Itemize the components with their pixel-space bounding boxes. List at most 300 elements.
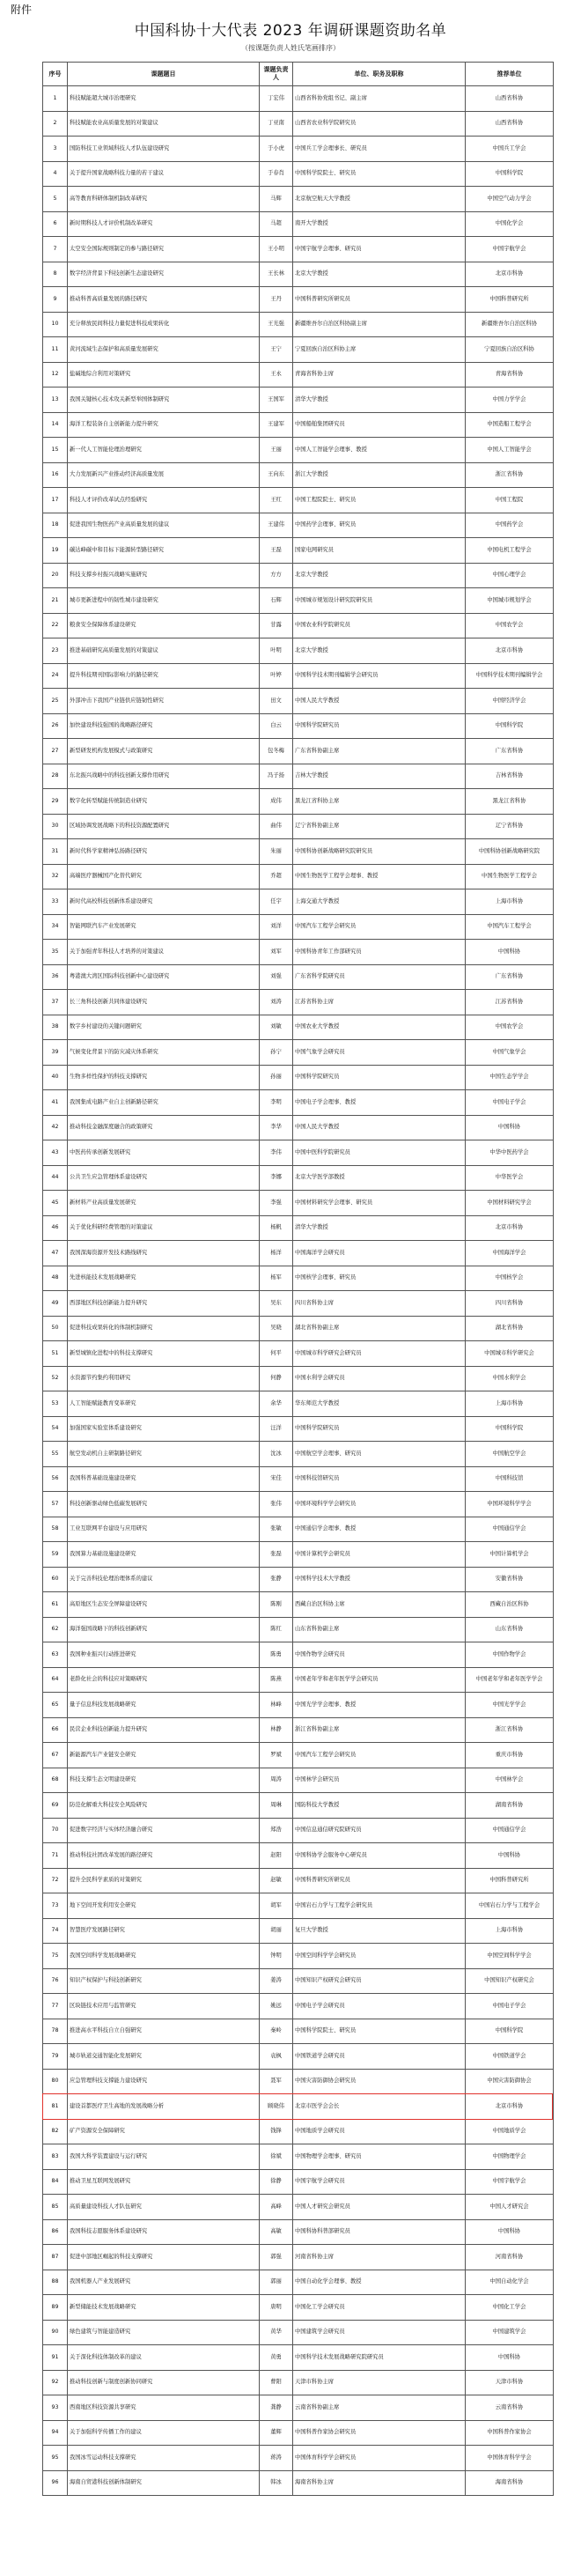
table-row — [43, 2069, 554, 2094]
cell-index: 85 — [43, 2195, 68, 2220]
cell-index: 22 — [43, 613, 68, 638]
cell-topic: 数字乡村建设的关键问题研究 — [68, 1015, 260, 1040]
cell-topic: 我国空间科学发展战略研究 — [68, 1944, 260, 1969]
cell-recommender: 中国体育科学学会 — [466, 2446, 554, 2471]
cell-leader: 王建军 — [260, 412, 293, 438]
cell-affiliation: 中国空间科学学会研究员 — [293, 1944, 466, 1969]
funding-table — [42, 62, 554, 2496]
table-row — [43, 1065, 554, 1090]
cell-leader: 任宇 — [260, 889, 293, 915]
cell-topic: 关于完善科技伦理治理体系的建议 — [68, 1567, 260, 1592]
cell-recommender: 北京市科协 — [466, 2094, 554, 2120]
table-row — [43, 2470, 554, 2496]
cell-recommender: 中国岩石力学与工程学会 — [466, 1893, 554, 1919]
cell-index: 95 — [43, 2446, 68, 2471]
cell-index: 77 — [43, 1994, 68, 2019]
cell-affiliation: 国家电网研究员 — [293, 538, 466, 564]
cell-index: 66 — [43, 1717, 68, 1743]
cell-recommender: 新疆维吾尔自治区科协 — [466, 312, 554, 337]
cell-topic: 充分释放民间科技力量促进科技成果转化 — [68, 312, 260, 337]
cell-topic: 水资源节约集约利用研究 — [68, 1366, 260, 1391]
cell-topic: 关于加强科学传播工作的建议 — [68, 2420, 260, 2446]
cell-index: 25 — [43, 689, 68, 714]
table-row — [43, 1868, 554, 1893]
cell-leader: 郑浩 — [260, 1818, 293, 1843]
cell-topic: 海洋工程装备自主创新能力提升研究 — [68, 412, 260, 438]
cell-index: 42 — [43, 1115, 68, 1140]
cell-topic: 我国算力基础设施建设研究 — [68, 1542, 260, 1568]
cell-topic: 西南地区科技资源共享研究 — [68, 2395, 260, 2421]
cell-leader: 乔超 — [260, 864, 293, 889]
cell-affiliation: 中国科学技术期刊编辑学会研究员 — [293, 663, 466, 689]
cell-recommender: 宁夏回族自治区科协 — [466, 337, 554, 363]
table-row — [43, 362, 554, 388]
table-row — [43, 111, 554, 137]
cell-affiliation: 中国自动化学会理事、教授 — [293, 2270, 466, 2295]
cell-topic: 促进数字经济与实体经济融合研究 — [68, 1818, 260, 1843]
cell-index: 43 — [43, 1140, 68, 1166]
cell-topic: 新时期科技人才评价机制改革研究 — [68, 211, 260, 237]
cell-leader: 方方 — [260, 563, 293, 588]
cell-leader: 周涛 — [260, 1768, 293, 1793]
table-row — [43, 2395, 554, 2421]
cell-leader: 张伟 — [260, 1492, 293, 1517]
cell-leader: 杨帆 — [260, 1215, 293, 1241]
table-row — [43, 1693, 554, 1718]
cell-recommender: 浙江省科协 — [466, 462, 554, 488]
cell-topic: 科技赋能超大城市治理研究 — [68, 86, 260, 112]
cell-affiliation: 北京市医学会会长 — [293, 2094, 466, 2120]
table-row — [43, 1517, 554, 1542]
cell-affiliation: 河南省科协主席 — [293, 2245, 466, 2270]
cell-topic: 促进中部地区崛起的科技支撑研究 — [68, 2245, 260, 2270]
cell-index: 27 — [43, 739, 68, 764]
cell-index: 71 — [43, 1843, 68, 1869]
cell-leader: 何静 — [260, 1366, 293, 1391]
cell-index: 62 — [43, 1617, 68, 1642]
cell-affiliation: 山东省科协副主席 — [293, 1617, 466, 1642]
cell-leader: 林峰 — [260, 1693, 293, 1718]
cell-index: 86 — [43, 2219, 68, 2245]
cell-topic: 智能网联汽车产业发展研究 — [68, 914, 260, 940]
table-row — [43, 739, 554, 764]
column-header-index: 序号 — [43, 63, 68, 86]
cell-recommender: 中国灾害防御协会 — [466, 2069, 554, 2094]
cell-index: 10 — [43, 312, 68, 337]
cell-leader: 冯子扬 — [260, 764, 293, 789]
cell-topic: 科技人才评价改革试点经验研究 — [68, 488, 260, 513]
cell-recommender: 湖北省科协 — [466, 1316, 554, 1341]
cell-affiliation: 中国科学技术发展战略研究院研究员 — [293, 2345, 466, 2371]
cell-index: 36 — [43, 964, 68, 990]
cell-affiliation: 南开大学教授 — [293, 211, 466, 237]
table-row — [43, 2370, 554, 2395]
cell-recommender: 黑龙江省科协 — [466, 789, 554, 815]
cell-affiliation: 中国城市科学研究会研究员 — [293, 1341, 466, 1367]
cell-index: 67 — [43, 1743, 68, 1768]
table-row — [43, 1893, 554, 1919]
cell-topic: 城市轨道交通智能化发展研究 — [68, 2044, 260, 2070]
cell-leader: 高峰 — [260, 2195, 293, 2220]
cell-affiliation: 北京航空航天大学教授 — [293, 187, 466, 212]
cell-topic: 民营企业科技创新能力提升研究 — [68, 1717, 260, 1743]
cell-index: 52 — [43, 1366, 68, 1391]
table-row — [43, 588, 554, 614]
cell-leader: 于春肖 — [260, 161, 293, 187]
cell-index: 17 — [43, 488, 68, 513]
cell-leader: 姜涛 — [260, 1968, 293, 1994]
cell-index: 46 — [43, 1215, 68, 1241]
cell-leader: 汪洋 — [260, 1416, 293, 1442]
cell-index: 14 — [43, 412, 68, 438]
cell-index: 49 — [43, 1291, 68, 1317]
cell-topic: 碳达峰碳中和目标下能源转型路径研究 — [68, 538, 260, 564]
cell-leader: 甘露 — [260, 613, 293, 638]
cell-index: 34 — [43, 914, 68, 940]
cell-topic: 生物多样性保护的科技支撑研究 — [68, 1065, 260, 1090]
cell-topic: 智慧医疗发展路径研究 — [68, 1918, 260, 1944]
table-row — [43, 1165, 554, 1191]
table-row — [43, 137, 554, 162]
cell-topic: 国防科技工业领域科技人才队伍建设研究 — [68, 137, 260, 162]
cell-topic: 海洋强国战略下的科技创新研究 — [68, 1617, 260, 1642]
cell-index: 33 — [43, 889, 68, 915]
table-row — [43, 1793, 554, 1819]
table-row — [43, 2094, 554, 2120]
cell-index: 61 — [43, 1592, 68, 1618]
cell-leader: 张磊 — [260, 1542, 293, 1568]
cell-topic: 加快建设科技强国的战略路径研究 — [68, 713, 260, 739]
cell-affiliation: 天津市科协主席 — [293, 2370, 466, 2395]
cell-recommender: 中国工程院 — [466, 488, 554, 513]
cell-recommender: 中国科普作家协会 — [466, 2420, 554, 2446]
cell-leader: 聂军 — [260, 2069, 293, 2094]
cell-leader: 刘涛 — [260, 990, 293, 1015]
table-row — [43, 262, 554, 287]
table-row — [43, 814, 554, 839]
cell-affiliation: 江苏省科协主席 — [293, 990, 466, 1015]
cell-affiliation: 北京大学教授 — [293, 563, 466, 588]
cell-affiliation: 中国人民大学教授 — [293, 1115, 466, 1140]
cell-recommender: 山东省科协 — [466, 1617, 554, 1642]
cell-leader: 罗斌 — [260, 1743, 293, 1768]
cell-recommender: 中国生态学学会 — [466, 1065, 554, 1090]
cell-topic: 新型城镇化进程中的科技支撑研究 — [68, 1341, 260, 1367]
cell-affiliation: 北京大学医学部教授 — [293, 1165, 466, 1191]
cell-affiliation: 中国气象学会研究员 — [293, 1040, 466, 1066]
cell-affiliation: 中国核学会理事、研究员 — [293, 1266, 466, 1291]
cell-affiliation: 中国体育科学学会研究员 — [293, 2446, 466, 2471]
cell-recommender: 海南省科协 — [466, 2470, 554, 2496]
cell-topic: 关于深化科技体制改革的建议 — [68, 2345, 260, 2371]
cell-recommender: 重庆市科协 — [466, 1743, 554, 1768]
cell-recommender: 中国化学会 — [466, 211, 554, 237]
cell-topic: 推进高水平科技自立自强研究 — [68, 2019, 260, 2044]
table-header-row — [43, 63, 554, 86]
cell-recommender: 中国化工学会 — [466, 2295, 554, 2321]
cell-leader: 叶婷 — [260, 663, 293, 689]
cell-topic: 推动科普高质量发展的路径研究 — [68, 287, 260, 313]
cell-recommender: 西藏自治区科协 — [466, 1592, 554, 1618]
cell-recommender: 中国水利学会 — [466, 1366, 554, 1391]
table-row — [43, 2295, 554, 2321]
page-title: 中国科协十大代表 2023 年调研课题资助名单 — [134, 22, 447, 40]
cell-affiliation: 海南省科协主席 — [293, 2470, 466, 2496]
cell-affiliation: 西藏自治区科协主席 — [293, 1592, 466, 1618]
cell-recommender: 云南省科协 — [466, 2395, 554, 2421]
table-row — [43, 2044, 554, 2070]
cell-affiliation: 宁夏回族自治区科协主席 — [293, 337, 466, 363]
cell-recommender: 青海省科协 — [466, 362, 554, 388]
cell-topic: 地下空间开发利用安全研究 — [68, 1893, 260, 1919]
table-row — [43, 638, 554, 664]
cell-topic: 新时代高校科技创新体系建设研究 — [68, 889, 260, 915]
table-row — [43, 86, 554, 112]
cell-recommender: 中国科普研究所 — [466, 287, 554, 313]
table-row — [43, 1717, 554, 1743]
cell-leader: 杨军 — [260, 1266, 293, 1291]
cell-affiliation: 中国人民大学教授 — [293, 689, 466, 714]
cell-leader: 王长林 — [260, 262, 293, 287]
cell-topic: 促进我国生物医药产业高质量发展的建议 — [68, 513, 260, 538]
cell-index: 56 — [43, 1466, 68, 1492]
cell-recommender: 浙江省科协 — [466, 1717, 554, 1743]
cell-affiliation: 吉林大学教授 — [293, 764, 466, 789]
cell-topic: 我国冰雪运动科技支撑研究 — [68, 2446, 260, 2471]
cell-leader: 陈勇 — [260, 1642, 293, 1668]
cell-affiliation: 中国地质学会研究员 — [293, 2119, 466, 2144]
cell-recommender: 北京市科协 — [466, 262, 554, 287]
cell-affiliation: 中国航空学会理事、研究员 — [293, 1442, 466, 1467]
cell-recommender: 中国地质学会 — [466, 2119, 554, 2144]
cell-index: 39 — [43, 1040, 68, 1066]
table-row — [43, 1994, 554, 2019]
cell-leader: 陈刚 — [260, 1592, 293, 1618]
cell-leader: 刘强 — [260, 964, 293, 990]
cell-leader: 王小明 — [260, 237, 293, 262]
table-row — [43, 1341, 554, 1367]
cell-recommender: 中国海洋学会 — [466, 1241, 554, 1266]
cell-index: 4 — [43, 161, 68, 187]
cell-leader: 徐斌 — [260, 2144, 293, 2170]
cell-index: 53 — [43, 1391, 68, 1417]
table-row — [43, 337, 554, 363]
cell-recommender: 中国铁道学会 — [466, 2044, 554, 2070]
cell-topic: 人工智能赋能教育变革研究 — [68, 1391, 260, 1417]
cell-topic: 区域协调发展战略下的科技资源配置研究 — [68, 814, 260, 839]
cell-recommender: 安徽省科协 — [466, 1567, 554, 1592]
cell-leader: 龚静 — [260, 2395, 293, 2421]
cell-leader: 姚远 — [260, 1994, 293, 2019]
table-row — [43, 1667, 554, 1693]
cell-recommender: 四川省科协 — [466, 1291, 554, 1317]
cell-topic: 大力发展新兴产业推动经济高质量发展 — [68, 462, 260, 488]
cell-topic: 高端医疗器械国产化替代研究 — [68, 864, 260, 889]
cell-leader: 王磊 — [260, 538, 293, 564]
cell-affiliation: 广东省科学院研究员 — [293, 964, 466, 990]
cell-affiliation: 中国科普作家协会研究员 — [293, 2420, 466, 2446]
cell-leader: 丁亚南 — [260, 111, 293, 137]
table-row — [43, 914, 554, 940]
cell-topic: 建设首都医疗卫生高地的发展战略分析 — [68, 2094, 260, 2120]
cell-topic: 盐碱地综合利用对策研究 — [68, 362, 260, 388]
cell-index: 7 — [43, 237, 68, 262]
cell-index: 68 — [43, 1768, 68, 1793]
cell-index: 44 — [43, 1165, 68, 1191]
cell-index: 81 — [43, 2094, 68, 2120]
cell-leader: 高敏 — [260, 2219, 293, 2245]
cell-leader: 林静 — [260, 1717, 293, 1743]
cell-leader: 吴东 — [260, 1291, 293, 1317]
cell-topic: 推动科技金融深度融合的政策研究 — [68, 1115, 260, 1140]
cell-index: 80 — [43, 2069, 68, 2094]
cell-index: 65 — [43, 1693, 68, 1718]
cell-affiliation: 山西省科协党组书记、副主席 — [293, 86, 466, 112]
cell-affiliation: 中国电子学会理事、教授 — [293, 1090, 466, 1116]
cell-index: 72 — [43, 1868, 68, 1893]
table-row — [43, 1416, 554, 1442]
cell-topic: 海南自贸港科技创新体制研究 — [68, 2470, 260, 2496]
table-row — [43, 462, 554, 488]
cell-topic: 新型研发机构发展模式与政策研究 — [68, 739, 260, 764]
table-row — [43, 889, 554, 915]
cell-affiliation: 华东师范大学教授 — [293, 1391, 466, 1417]
cell-recommender: 中国电机工程学会 — [466, 538, 554, 564]
table-row — [43, 1115, 554, 1140]
column-header-affiliation: 单位、职务及职称 — [293, 63, 466, 86]
cell-index: 54 — [43, 1416, 68, 1442]
cell-index: 70 — [43, 1818, 68, 1843]
cell-recommender: 中国兵工学会 — [466, 137, 554, 162]
cell-index: 55 — [43, 1442, 68, 1467]
cell-affiliation: 中国海洋学会研究员 — [293, 1241, 466, 1266]
cell-affiliation: 黑龙江省科协主席 — [293, 789, 466, 815]
cell-topic: 高等教育科研体制机制改革研究 — [68, 187, 260, 212]
table-row — [43, 2420, 554, 2446]
cell-recommender: 中国城市规划学会 — [466, 588, 554, 614]
cell-affiliation: 中国药学会理事、研究员 — [293, 513, 466, 538]
cell-recommender: 中国科协创新战略研究院 — [466, 839, 554, 865]
cell-affiliation: 上海交通大学教授 — [293, 889, 466, 915]
cell-affiliation: 中国铁道学会研究员 — [293, 2044, 466, 2070]
cell-topic: 黄河流域生态保护和高质量发展研究 — [68, 337, 260, 363]
cell-leader: 赵阳 — [260, 1843, 293, 1869]
cell-index: 18 — [43, 513, 68, 538]
cell-leader: 宋佳 — [260, 1466, 293, 1492]
cell-recommender: 中国老年学和老年医学学会 — [466, 1667, 554, 1693]
cell-topic: 西部地区科技创新能力提升研究 — [68, 1291, 260, 1317]
cell-affiliation: 浙江省科协副主席 — [293, 1717, 466, 1743]
cell-index: 16 — [43, 462, 68, 488]
cell-affiliation: 北京大学教授 — [293, 262, 466, 287]
cell-affiliation: 中国灾害防御协会研究员 — [293, 2069, 466, 2094]
cell-leader: 钟明 — [260, 1944, 293, 1969]
cell-topic: 新型储能技术发展战略研究 — [68, 2295, 260, 2321]
cell-topic: 粤港澳大湾区国际科技创新中心建设研究 — [68, 964, 260, 990]
table-row — [43, 663, 554, 689]
cell-index: 58 — [43, 1517, 68, 1542]
cell-affiliation: 中国物理学会理事、研究员 — [293, 2144, 466, 2170]
cell-affiliation: 广东省科协副主席 — [293, 739, 466, 764]
cell-leader: 成伟 — [260, 789, 293, 815]
cell-index: 11 — [43, 337, 68, 363]
cell-index: 93 — [43, 2395, 68, 2421]
cell-recommender: 上海市科协 — [466, 1918, 554, 1944]
table-row — [43, 1592, 554, 1618]
table-row — [43, 187, 554, 212]
cell-index: 29 — [43, 789, 68, 815]
cell-affiliation: 中国信息通信研究院研究员 — [293, 1818, 466, 1843]
cell-recommender: 中国生物医学工程学会 — [466, 864, 554, 889]
cell-affiliation: 中国科协科普部研究员 — [293, 2219, 466, 2245]
cell-leader: 唐明 — [260, 2295, 293, 2321]
cell-recommender: 中国力学学会 — [466, 388, 554, 413]
cell-topic: 矿产资源安全保障研究 — [68, 2119, 260, 2144]
table-row — [43, 2245, 554, 2270]
cell-leader: 王建伟 — [260, 513, 293, 538]
table-row — [43, 1918, 554, 1944]
cell-recommender: 中国科学院 — [466, 713, 554, 739]
cell-affiliation: 浙江大学教授 — [293, 462, 466, 488]
cell-topic: 高质量建设科技人才队伍研究 — [68, 2195, 260, 2220]
cell-leader: 李明 — [260, 1090, 293, 1116]
cell-recommender: 中国城市科学研究会 — [466, 1341, 554, 1367]
cell-affiliation: 中国作物学会研究员 — [293, 1642, 466, 1668]
cell-index: 87 — [43, 2245, 68, 2270]
cell-leader: 郭丽 — [260, 2270, 293, 2295]
table-row — [43, 1542, 554, 1568]
cell-affiliation: 湖北省科协副主席 — [293, 1316, 466, 1341]
cell-topic: 公共卫生应急管理体系建设研究 — [68, 1165, 260, 1191]
cell-affiliation: 中国科技馆研究员 — [293, 1466, 466, 1492]
table-row — [43, 1090, 554, 1116]
cell-affiliation: 中国计算机学会研究员 — [293, 1542, 466, 1568]
cell-topic: 应急管理科技支撑能力建设研究 — [68, 2069, 260, 2094]
cell-recommender: 上海市科协 — [466, 1391, 554, 1417]
cell-leader: 陈燕 — [260, 1667, 293, 1693]
cell-index: 92 — [43, 2370, 68, 2395]
cell-leader: 丁宏伟 — [260, 86, 293, 112]
cell-affiliation: 中国船舶集团研究员 — [293, 412, 466, 438]
cell-recommender: 中国自动化学会 — [466, 2270, 554, 2295]
column-header-leader: 课题负责人 — [260, 63, 293, 86]
cell-recommender: 中华医学会 — [466, 1165, 554, 1191]
table-row — [43, 2446, 554, 2471]
cell-index: 5 — [43, 187, 68, 212]
table-row — [43, 1215, 554, 1241]
cell-recommender: 中国科普研究所 — [466, 1868, 554, 1893]
table-row — [43, 1241, 554, 1266]
cell-affiliation: 中国汽车工程学会研究员 — [293, 1743, 466, 1768]
cell-recommender: 中国空间科学学会 — [466, 1944, 554, 1969]
cell-recommender: 中国电子学会 — [466, 1090, 554, 1116]
cell-index: 79 — [43, 2044, 68, 2070]
cell-topic: 我国深海资源开发技术路线研究 — [68, 1241, 260, 1266]
cell-recommender: 中国农学会 — [466, 613, 554, 638]
cell-leader: 王向东 — [260, 462, 293, 488]
cell-recommender: 江苏省科协 — [466, 990, 554, 1015]
cell-leader: 刘洋 — [260, 914, 293, 940]
cell-index: 35 — [43, 940, 68, 965]
cell-affiliation: 云南省科协副主席 — [293, 2395, 466, 2421]
cell-recommender: 中国电子学会 — [466, 1994, 554, 2019]
cell-leader: 孙丽 — [260, 1065, 293, 1090]
cell-recommender: 中国科学院 — [466, 2019, 554, 2044]
cell-recommender: 广东省科协 — [466, 964, 554, 990]
cell-leader: 王宁 — [260, 337, 293, 363]
cell-leader: 张敏 — [260, 1517, 293, 1542]
cell-leader: 李娜 — [260, 1165, 293, 1191]
